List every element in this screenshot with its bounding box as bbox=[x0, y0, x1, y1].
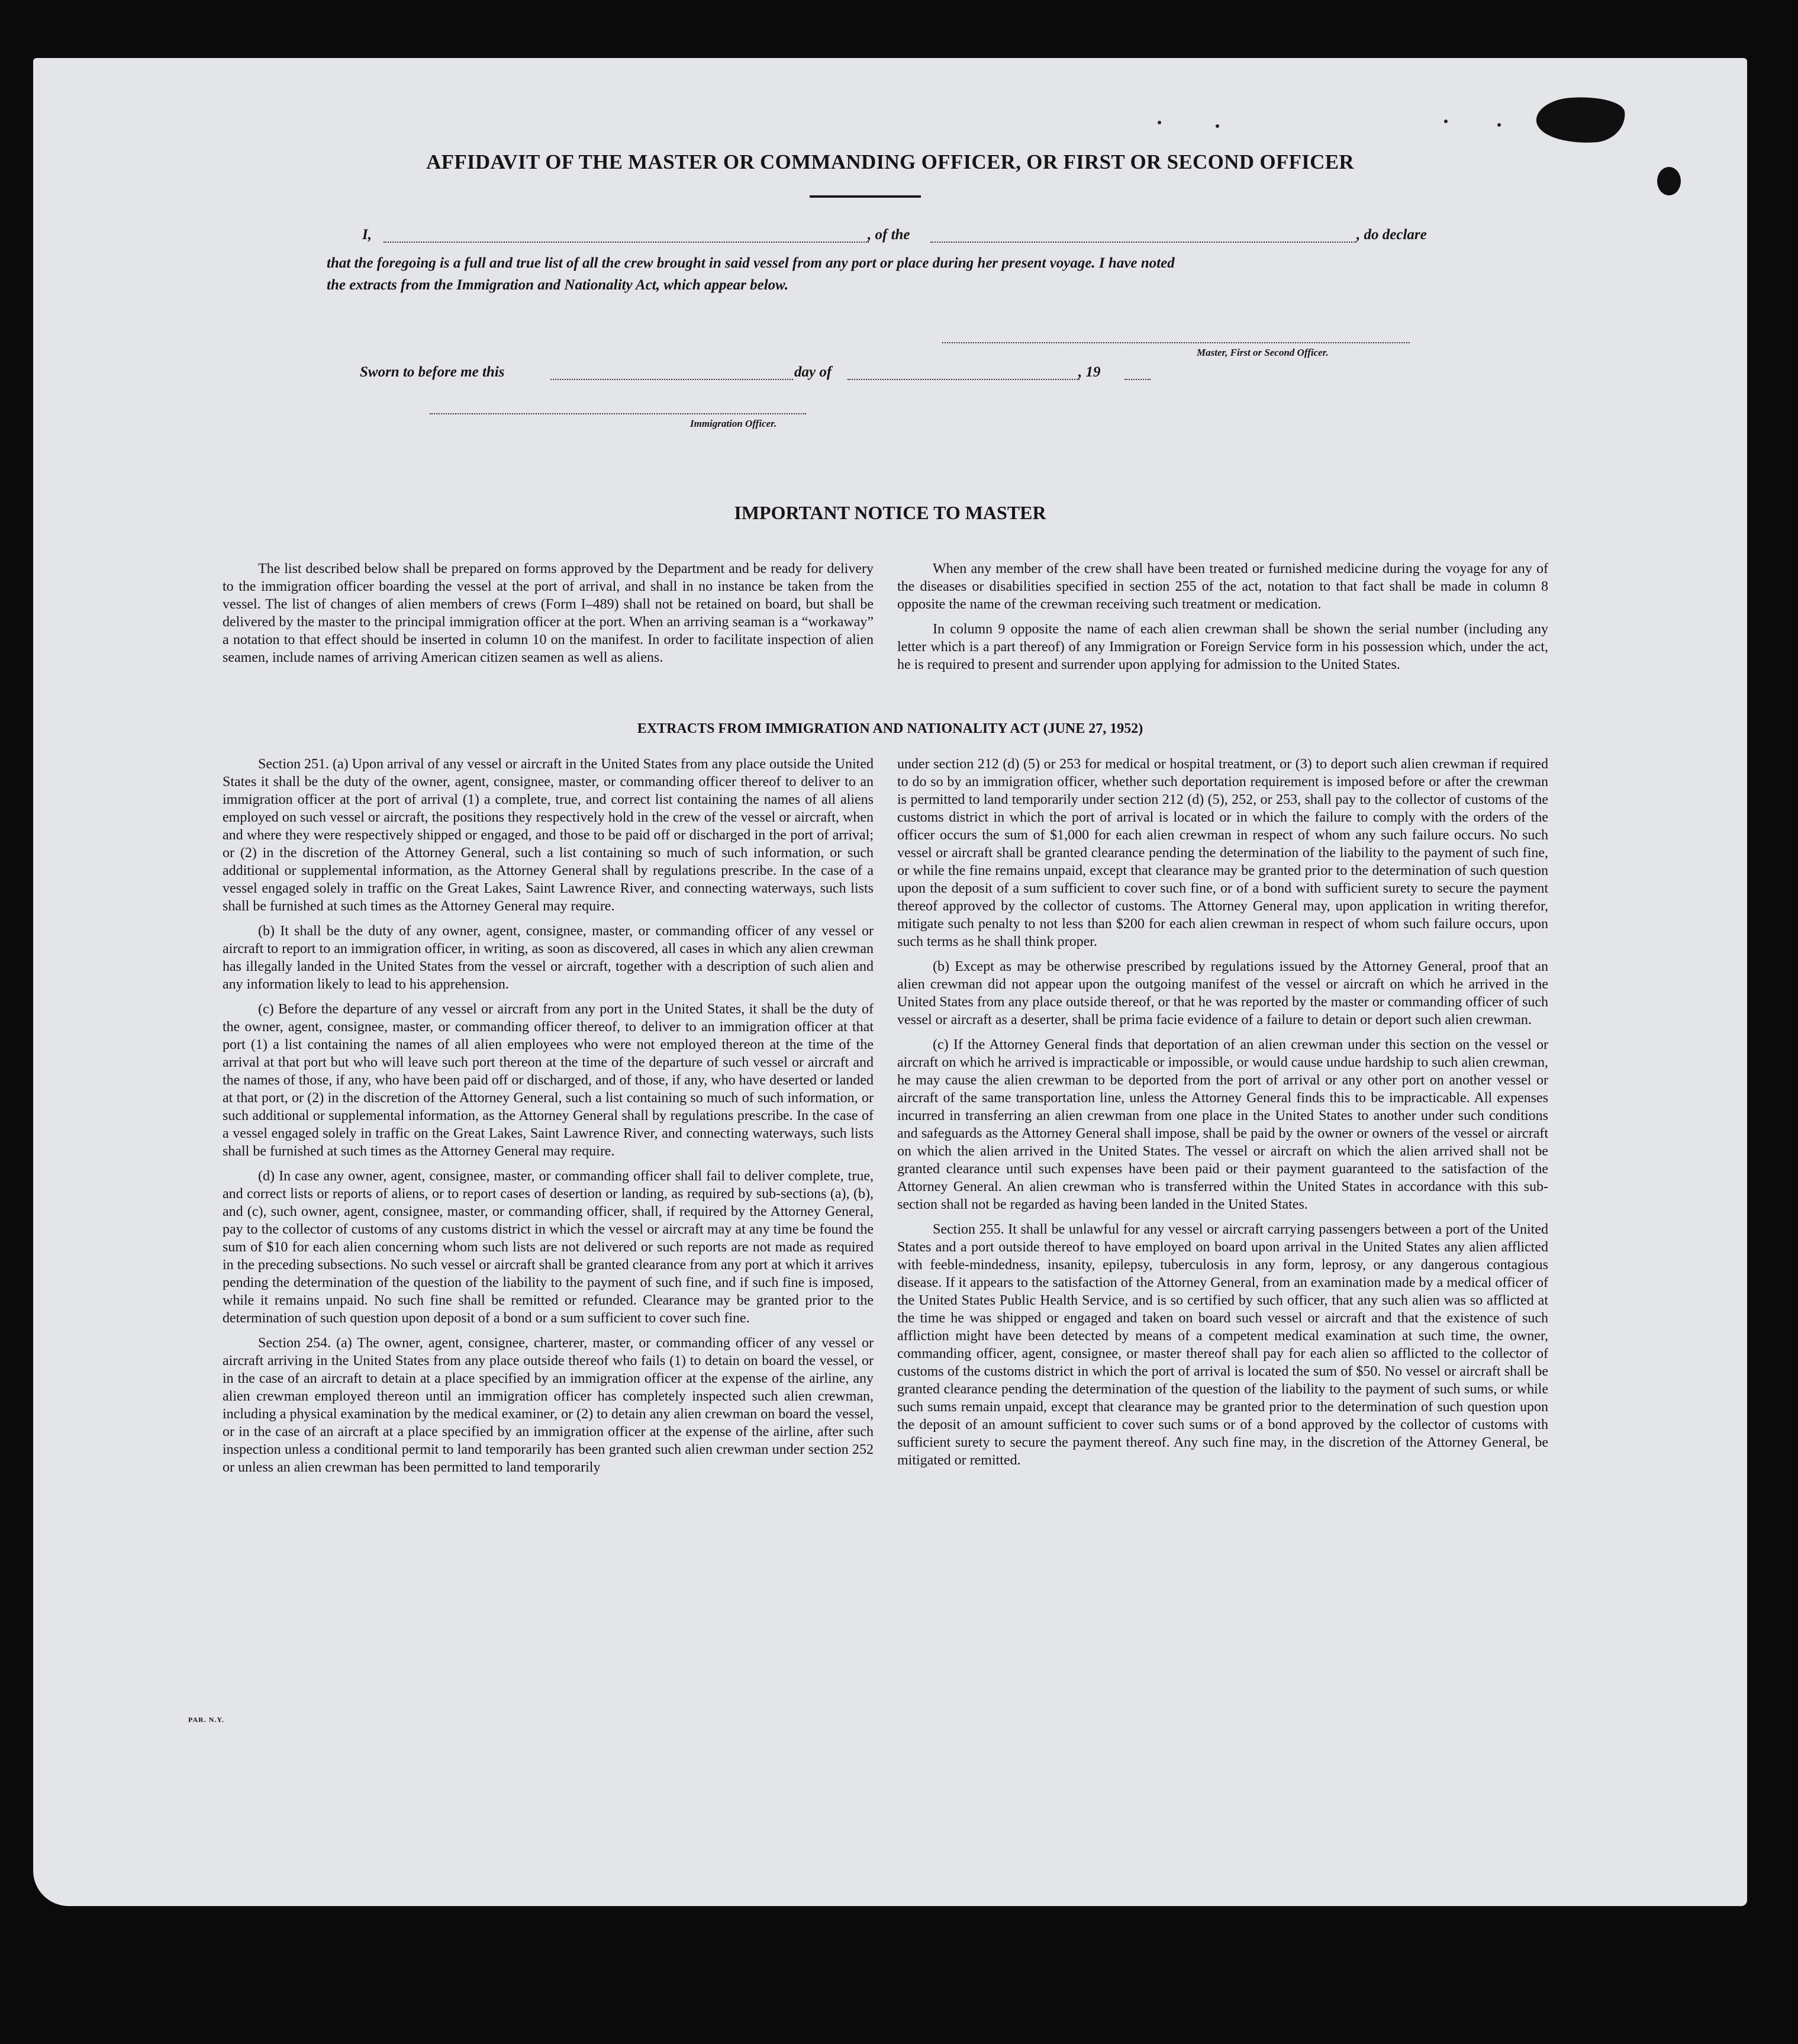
ink-blot bbox=[1535, 94, 1626, 146]
extract-paragraph: (d) In case any owner, agent, consignee, master, or commanding officer shall fail to deliver complete, true, and correct lists or reports of aliens, or to report cases of desertion or landing, as required by sub-sections (a), (b), and (c), such owner, agent, consignee, master, or commanding officer, shall, if required by the Attorney General, pay to the collector of customs of any customs district in which the vessel or aircraft may at any time be found the sum of $10 for each alien concerning whom such lists are not delivered or such reports are not made as required in the preceding subsections. No such vessel or aircraft shall be granted clearance from any port at which it arrives pending the determination of the question of the liability to the payment of such fine, and if such fine is imposed, while it remains unpaid. No such fine shall be remitted or refunded. Clearance may be granted prior to the determination of such question upon deposit of a bond or a sum sufficient to cover such fine. bbox=[223, 1169, 874, 1326]
extract-paragraph: (b) It shall be the duty of any owner, agent, consignee, master, or commanding officer of any vessel or aircraft to report to an immigration officer, in writing, as soon as discovered, all cases in which any alien crewman has illegally landed in the United States from the vessel or aircraft, together with a description of such alien and any information likely to lead to his apprehension. bbox=[223, 923, 874, 992]
affidavit-line-3: the extracts from the Immigration and Nationality Act, which appear below. bbox=[327, 277, 789, 293]
extract-paragraph: (c) If the Attorney General finds that deportation of an alien crewman under this section on the vessel or aircraft on which he arrived is impracticable or impossible, or would cause undue hardship to such alien crewman, he may cause the alien crewman to be deported from the port of arrival or any other port on another vessel or aircraft of the same transportation line, unless the Attorney General finds this to be impracticable. All expenses incurred in transferring an alien crewman from one place in the United States to another under such conditions and safeguards as the Attorney General shall impose, shall be paid by the owner or owners of the vessel or aircraft on which the alien arrived in the United States. The vessel or aircraft on which the alien arrived shall not be granted clearance until such expenses have been paid or their payment guaranteed to the satisfaction of the Attorney General. An alien crewman who is transferred within the United States in accordance with this sub-section shall not be regarded as having been landed in the United States. bbox=[897, 1037, 1548, 1212]
day-blank bbox=[550, 379, 793, 380]
affidavit-title: AFFIDAVIT OF THE MASTER OR COMMANDING OFFICER, OR FIRST OR SECOND OFFICER bbox=[426, 150, 1354, 173]
title-rule bbox=[810, 195, 921, 198]
sworn-label: Sworn to before me this bbox=[360, 364, 505, 380]
speck bbox=[1158, 121, 1161, 124]
affidavit-i: I, bbox=[362, 227, 372, 243]
extract-paragraph: (b) Except as may be otherwise prescribed by regulations issued by the Attorney General, proof that an alien crewman did not appear upon the outgoing manifest of the vessel or aircraft on which he arrived in the United States from any place outside thereof, or that he was reported by the master or commanding officer of such vessel or aircraft as a deserter, shall be prima facie evidence of a failure to detain or deport such alien crewman. bbox=[897, 959, 1548, 1028]
speck bbox=[1497, 123, 1501, 127]
document-page bbox=[33, 58, 1747, 1906]
year-blank bbox=[1124, 379, 1151, 380]
notice-left-column bbox=[223, 560, 874, 674]
year-label: , 19 bbox=[1078, 364, 1101, 380]
printer-mark: PAR. N.Y. bbox=[188, 1715, 225, 1724]
master-label: Master, First or Second Officer. bbox=[1197, 347, 1329, 358]
extract-paragraph: (c) Before the departure of any vessel or aircraft from any port in the United States, it shall be the duty of the owner, agent, consignee, master, or commanding officer thereof, to deliver to an immigration officer at that port (1) a list containing the names of all alien employees who were not employed thereon at the time of the arrival at that port but who will leave such port thereon at the time of the departure of such vessel or aircraft and the names of those, if any, who have been paid off or discharged, and of those, if any, who have deserted or landed at that port, or (2) in the discretion of the Attorney General, such a list containing so much of such information, or such additional or supplemental information, as the Attorney General shall by regulations prescribe. In the case of a vessel engaged solely in traffic on the Great Lakes, Saint Lawrence River, and connecting waterways, such lists shall be furnished at such times as the Attorney General may require. bbox=[223, 1002, 874, 1159]
extract-paragraph: Section 255. It shall be unlawful for any vessel or aircraft carrying passengers between a port of the United States and a port outside thereof to have employed on board upon arrival in the United States any alien afflicted with feeble-mindedness, insanity, epilepsy, tuberculosis in any form, leprosy, or any dangerous contagious disease. If it appears to the satisfaction of the Attorney General, from an examination made by a medical officer of the United States Public Health Service, and is so certified by such officer, that any such alien was so afflicted at the time he was shipped or engaged and taken on board such vessel or aircraft and that the existence of such affliction might have been detected by means of a competent medical examination at such time, the owner, commanding officer, agent, consignee, or master thereof shall pay for each alien so afflicted to the collector of customs of the customs district in which the port of arrival is located the sum of $50. No vessel or aircraft shall be granted clearance pending the determination of the question of the liability to the payment of such sums, or while such sums remain unpaid, except that clearance may be granted prior to the determination of such question upon the deposit of an amount sufficient to cover such sums or of a bond approved by the collector of customs with sufficient surety to secure the payment thereof. Any such fine may, in the discretion of the Attorney General, be mitigated or remitted. bbox=[897, 1222, 1548, 1468]
notice-right-paragraph-2: In column 9 opposite the name of each alien crewman shall be shown the serial number (including any letter which is a part thereof) of any Immigration or Foreign Service form in his possession which, under the act, he is required to present and surrender upon applying for admission to the United States. bbox=[897, 622, 1548, 672]
notice-right-column bbox=[897, 560, 1548, 681]
day-of-label: day of bbox=[794, 364, 832, 380]
notice-right-paragraph-1: When any member of the crew shall have been treated or furnished medicine during the voyage for any of the diseases or disabilities specified in section 255 of the act, notation to that fact shall be made in column 8 opposite the name of the crewman receiving such treatment or medication. bbox=[897, 561, 1548, 612]
extract-paragraph: Section 254. (a) The owner, agent, consignee, charterer, master, or commanding officer of any vessel or aircraft arriving in the United States from any place outside thereof who fails (1) to detain on board the vessel, or in the case of an aircraft to detain at a place specified by an immigration officer at the expense of the airline, any alien crewman employed thereon until an immigration officer has completely inspected such alien crewman, including a physical examination by the medical examiner, or (2) to detain any alien crewman on board the vessel, or in the case of an aircraft at a place specified by an immigration officer at the expense of the airline, after such inspection unless a conditional permit to land temporarily has been granted such alien crewman under section 252 or unless an alien crewman has been permitted to land temporarily bbox=[223, 1335, 874, 1475]
notice-left-paragraph: The list described below shall be prepared on forms approved by the Department and be ready for delivery to the immigration officer boarding the vessel at the port of arrival, and shall in no instance be taken from the vessel. The list of changes of alien members of crews (Form I–489) shall not be retained on board, but shall be delivered by the master to the principal immigration officer at the port. When an arriving seaman is a “workaway” a notation to that effect should be inserted in column 10 on the manifest. In order to facilitate inspection of alien seamen, include names of arriving American citizen seamen as well as aliens. bbox=[223, 561, 874, 665]
affidavit-line-2: that the foregoing is a full and true list of all the crew brought in said vessel from any port or place during her present voyage. I have noted bbox=[327, 255, 1175, 271]
speck bbox=[1444, 120, 1448, 123]
speck bbox=[1216, 124, 1219, 128]
officer-label: Immigration Officer. bbox=[690, 418, 777, 429]
officer-signature-line bbox=[430, 413, 806, 414]
notice-title: IMPORTANT NOTICE TO MASTER bbox=[734, 502, 1046, 523]
of-the-label: , of the bbox=[868, 227, 910, 243]
extracts-left-column bbox=[223, 755, 874, 1483]
month-blank bbox=[848, 379, 1080, 380]
master-signature-line bbox=[942, 342, 1410, 343]
declare-label: , do declare bbox=[1356, 227, 1427, 243]
name-blank bbox=[384, 242, 869, 243]
extract-paragraph: Section 251. (a) Upon arrival of any vessel or aircraft in the United States from any place outside the United States it shall be the duty of the owner, agent, consignee, master, or commanding officer thereof to deliver to an immigration officer at the port of arrival (1) a complete, true, and correct list containing the names of all aliens employed on such vessel or aircraft, the positions they respectively hold in the crew of the vessel or aircraft, when and where they were respectively shipped or engaged, and those to be paid off or discharged in the port of arrival; or (2) in the discretion of the Attorney General, such a list containing so much of such information, or such additional or supplemental information, as the Attorney General shall by regulations prescribe. In the case of a vessel engaged solely in traffic on the Great Lakes, Saint Lawrence River, and connecting waterways, such lists shall be furnished at such times as the Attorney General may require. bbox=[223, 757, 874, 914]
extracts-title: EXTRACTS FROM IMMIGRATION AND NATIONALITY ACT (JUNE 27, 1952) bbox=[637, 721, 1143, 736]
vessel-blank bbox=[930, 242, 1356, 243]
extracts-right-column bbox=[897, 755, 1548, 1476]
extract-paragraph: under section 212 (d) (5) or 253 for medical or hospital treatment, or (3) to deport such alien crewman if required to do so by an immigration officer, whether such deportation requirement is imposed before or after the crewman is permitted to land temporarily under section 212 (d) (5), 252, or 253, shall pay to the collector of customs of the customs district in which the port of arrival is located or in which the failure to comply with the orders of the officer occurs the sum of $1,000 for each alien crewman in respect of whom any such failure occurs. No such vessel or aircraft shall be granted clearance pending the determination of the liability to the payment of such fine, or while the fine remains unpaid, except that clearance may be granted prior to the determination of such question upon the deposit of a sum sufficient to cover such fine, or of a bond with sufficient surety to secure the payment thereof approved by the collector of customs. The Attorney General may, upon application in writing therefor, mitigate such penalty to not less than $200 for each alien crewman in respect of whom such failure occurs, upon such terms as he shall think proper. bbox=[897, 757, 1548, 949]
